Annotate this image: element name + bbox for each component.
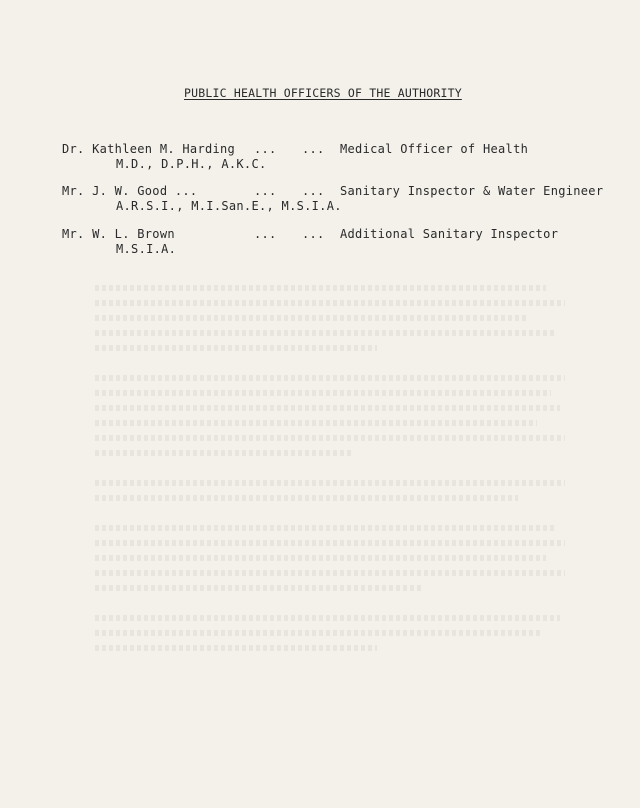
leader-dots: ... bbox=[254, 184, 277, 198]
officer-name: Mr. J. W. Good ... bbox=[62, 184, 198, 198]
officer-qualifications: M.D., D.P.H., A.K.C. bbox=[116, 157, 267, 171]
leader-dots: ... bbox=[254, 227, 277, 241]
leader-dots: ... bbox=[302, 142, 325, 156]
leader-dots: ... bbox=[254, 142, 277, 156]
leader-dots: ... bbox=[302, 184, 325, 198]
officer-role: Sanitary Inspector & Water Engineer bbox=[340, 184, 604, 198]
officer-name: Dr. Kathleen M. Harding bbox=[62, 142, 236, 156]
officer-qualifications: A.R.S.I., M.I.San.E., M.S.I.A. bbox=[116, 199, 342, 213]
show-through-text bbox=[95, 285, 565, 705]
officer-qualifications: M.S.I.A. bbox=[116, 242, 177, 256]
officer-role: Medical Officer of Health bbox=[340, 142, 529, 156]
officer-role: Additional Sanitary Inspector bbox=[340, 227, 559, 241]
leader-dots: ... bbox=[302, 227, 325, 241]
officer-name: Mr. W. L. Brown bbox=[62, 227, 175, 241]
page-title: PUBLIC HEALTH OFFICERS OF THE AUTHORITY bbox=[184, 86, 462, 100]
